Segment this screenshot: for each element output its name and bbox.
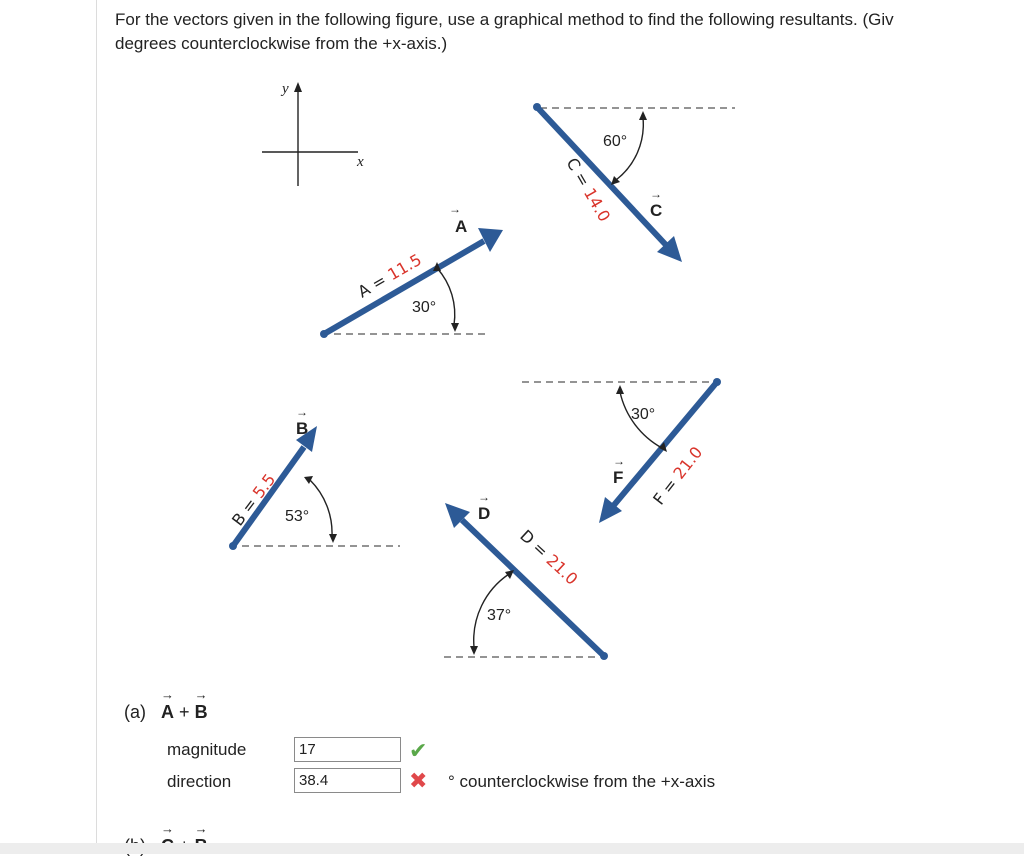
vector-c-magnitude-label: C = 14.0 (562, 154, 615, 225)
direction-label: direction (167, 772, 232, 791)
vector-f-tail (713, 378, 721, 386)
vector-f-magnitude-label: F = 21.0 (649, 442, 707, 509)
coordinate-axes (262, 81, 364, 186)
question-line-1: For the vectors given in the following figure, use a graphical method to find the following resultants. (Giv (115, 10, 894, 29)
vector-d-name: D (478, 504, 491, 523)
vector-c-group (533, 103, 735, 262)
vector-b-angle-label: 53° (285, 508, 310, 525)
vector-a-tail (320, 330, 328, 338)
vector-f-name-arrow: → (613, 454, 625, 468)
magnitude-label: magnitude (167, 740, 247, 759)
y-axis-label: y (282, 81, 289, 97)
vector-c-tail (533, 103, 541, 111)
part-a-label: (a) (124, 702, 146, 722)
incorrect-cross-icon: ✖ (409, 768, 428, 793)
vector-c-arc-arrowhead-top (639, 111, 647, 120)
vector-d-arc-arrowhead-top (505, 570, 514, 579)
vector-f-group (522, 378, 721, 523)
vector-b-tail (229, 542, 237, 550)
vector-b-name-arrow: → (296, 405, 308, 419)
direction-input[interactable] (294, 768, 401, 793)
part-a-heading (124, 702, 208, 723)
vector-d-arc-arrowhead-bottom (470, 646, 478, 655)
vector-d-angle-label: 37° (487, 607, 512, 624)
vector-d-group (444, 490, 608, 660)
vector-b-arc-arrowhead-bottom (329, 534, 337, 543)
vector-b-magnitude-label: B = 5.5 (228, 470, 280, 530)
x-axis-label: x (357, 154, 364, 170)
vector-f-name: F (613, 468, 624, 487)
vector-a-group (320, 202, 503, 338)
vector-a-name-arrow: → (449, 202, 461, 216)
vector-a-name: A (455, 217, 468, 236)
vector-d-tail (600, 652, 608, 660)
vector-c-name-arrow: → (650, 187, 662, 201)
direction-unit-text: ° counterclockwise from the +x-axis (448, 772, 716, 791)
question-line-2: degrees counterclockwise from the +x-axis.) (115, 34, 448, 53)
vector-d-magnitude-label: D = 21.0 (516, 526, 582, 589)
y-axis-arrowhead (294, 82, 302, 92)
vector-a-angle-arc (437, 268, 455, 325)
vector-a-angle-label: 30° (412, 299, 437, 316)
part-a-vector-2: → B (195, 702, 208, 723)
vector-b-angle-arc (310, 480, 332, 536)
vector-b-group (228, 405, 400, 550)
vector-c-angle-label: 60° (603, 133, 628, 150)
vector-d-name-arrow: → (478, 490, 490, 504)
vector-b-arc-arrowhead-top (304, 476, 313, 484)
vector-c-name: C (650, 201, 663, 220)
bottom-scroll-edge (0, 843, 1024, 854)
vector-a-arrow (324, 241, 484, 334)
vector-f-arc-arrowhead-top (616, 385, 624, 394)
vector-a-magnitude-label: A = 11.5 (354, 249, 425, 302)
vector-f-angle-label: 30° (631, 406, 656, 423)
vector-c-arrow (537, 107, 666, 245)
part-a-vector-1: → A (161, 702, 174, 723)
vector-a-arc-arrowhead-bottom (451, 323, 459, 332)
magnitude-input[interactable] (294, 737, 401, 762)
vector-b-name: B (296, 419, 309, 438)
part-a-plus: + (179, 702, 190, 722)
correct-check-icon: ✔ (409, 738, 428, 763)
